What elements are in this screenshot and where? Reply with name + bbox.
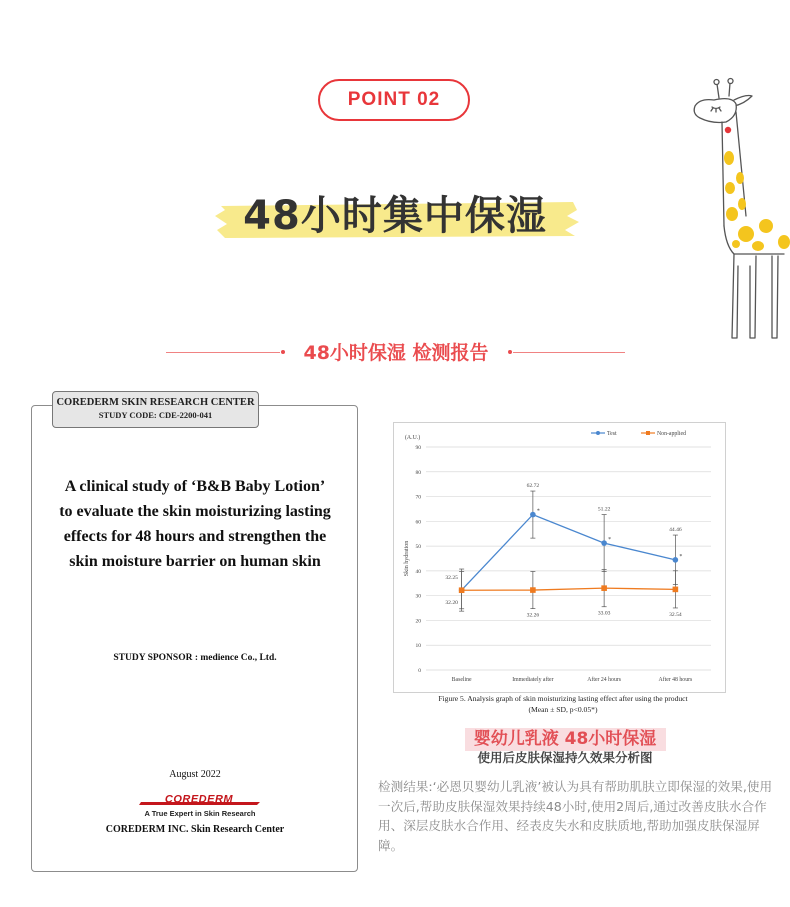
data-label: 33.03 (597, 610, 611, 617)
subtitle-line-right (513, 352, 625, 353)
logo-tagline: A True Expert in Skin Research (144, 809, 256, 818)
data-point-test (530, 512, 536, 518)
data-label: 32.25 (445, 575, 458, 582)
y-unit-label: (A.U.) (405, 435, 421, 441)
series-line-1 (462, 588, 676, 590)
x-tick-label: After 24 hours (587, 677, 622, 683)
report-study-code: STUDY CODE: CDE-2200-041 (98, 410, 213, 420)
y-tick-label: 10 (415, 643, 421, 650)
legend-marker-0 (596, 431, 600, 435)
subtitle-line-left (166, 352, 280, 353)
product-title: 婴幼儿乳液 48小时保湿 (473, 729, 657, 749)
report-title-line: skin moisture barrier on human skin (69, 553, 321, 570)
report-title-line: effects for 48 hours and strengthen the (63, 528, 327, 545)
data-point-nonapplied (459, 587, 465, 593)
significance-mark: * (608, 537, 612, 544)
y-tick-label: 0 (418, 668, 421, 674)
data-point-nonapplied (601, 585, 607, 591)
report-center-name: COREDERM SKIN RESEARCH CENTER (56, 397, 255, 408)
figure-caption-line1: Figure 5. Analysis graph of skin moisturizing lasting effect after using the product (438, 694, 688, 703)
y-tick-label: 70 (415, 494, 421, 501)
giraffe-cheek (725, 127, 731, 133)
significance-mark: * (536, 508, 540, 515)
significance-mark: * (679, 553, 683, 560)
y-tick-label: 40 (415, 568, 421, 575)
data-label: 32.26 (526, 612, 540, 619)
series-line-0 (462, 515, 676, 590)
giraffe-spots (724, 151, 790, 251)
y-tick-label: 50 (415, 544, 421, 551)
x-tick-label: Baseline (451, 677, 472, 683)
figure-caption (388, 693, 738, 715)
report-header-box (52, 391, 259, 428)
result-description: 检测结果:‘必恩贝婴幼儿乳液’被认为具有帮助肌肤立即保湿的效果,使用一次后,帮助皮肤保湿效果持续48小时,使用2周后,通过改善皮肤水合作用、深层皮肤水合作用、经表皮失水和皮肤质地,帮助加强皮肤保湿屏障。 (378, 779, 773, 853)
report-footer: COREDERM INC. Skin Research Center (105, 824, 285, 835)
data-point-nonapplied (530, 587, 536, 593)
y-tick-label: 30 (415, 593, 421, 600)
data-point-test (601, 540, 607, 546)
logo-text: COREDERM (164, 793, 234, 806)
x-tick-label: Immediately after (512, 677, 554, 683)
figure-caption-line2: (Mean ± SD, p<0.05*) (528, 705, 598, 714)
hydration-chart (393, 422, 724, 691)
x-tick-label: After 48 hours (658, 677, 693, 683)
data-label: 44.46 (669, 527, 682, 534)
report-date: August 2022 (169, 769, 221, 780)
y-tick-label: 90 (415, 445, 421, 451)
y-axis-label: Skin hydration (404, 540, 410, 577)
data-point-nonapplied (673, 587, 679, 593)
point-badge: POINT 02 (318, 79, 470, 121)
legend-label-1: Non-applied (657, 431, 686, 437)
y-tick-label: 60 (415, 519, 421, 526)
data-label: 51.22 (597, 506, 611, 513)
giraffe-illustration (688, 76, 790, 341)
page-headline: 48小时集中保湿 (243, 193, 547, 239)
section-subtitle: 48小时保湿 检测报告 (303, 342, 489, 364)
data-label: 62.72 (526, 483, 540, 490)
product-subtitle: 使用后皮肤保湿持久效果分析图 (477, 750, 653, 765)
legend-label-0: Test (607, 431, 617, 437)
report-title-line: to evaluate the skin moisturizing lasting (59, 503, 331, 520)
data-label: 32.20 (445, 600, 458, 607)
report-title-line: A clinical study of ‘B&B Baby Lotion’ (64, 478, 326, 495)
y-tick-label: 20 (415, 618, 421, 625)
coredERM-logo (137, 793, 262, 807)
report-title (45, 474, 345, 574)
data-point-test (673, 557, 679, 563)
y-tick-label: 80 (415, 469, 421, 476)
report-sponsor: STUDY SPONSOR : medience Co., Ltd. (113, 653, 277, 663)
legend-marker-1 (646, 431, 650, 435)
subtitle-dot-right (508, 350, 512, 354)
data-label: 32.54 (669, 611, 682, 618)
